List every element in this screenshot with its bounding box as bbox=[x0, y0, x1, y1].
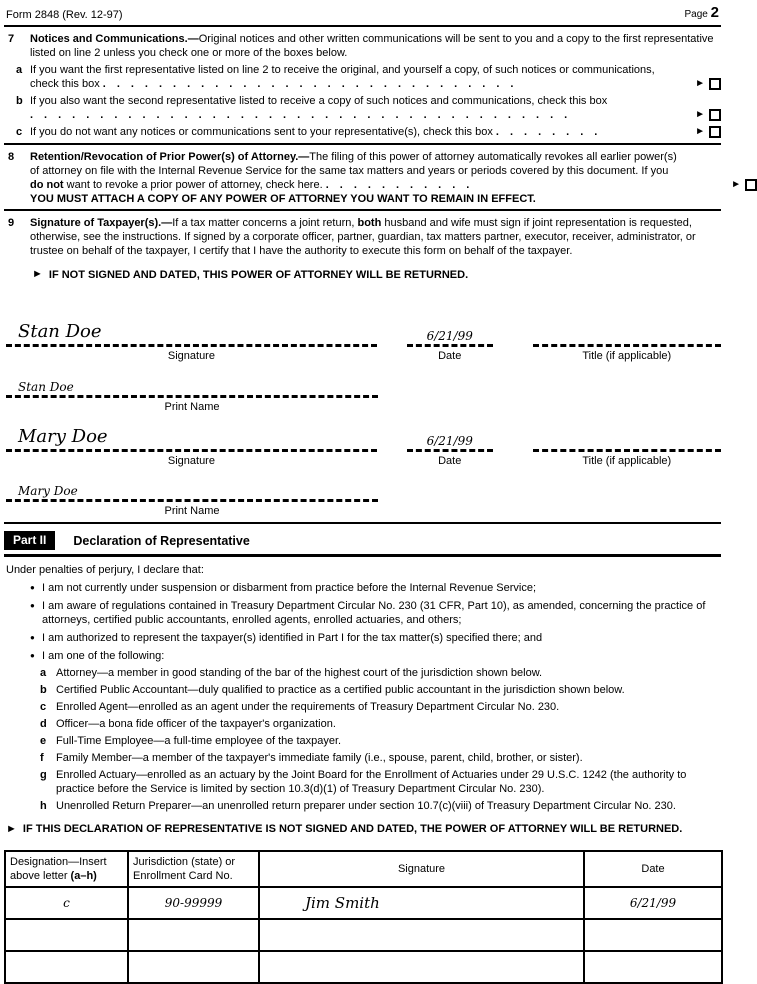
representative-table bbox=[4, 850, 723, 984]
row-2-designation-field[interactable] bbox=[5, 919, 128, 951]
designation-a bbox=[4, 666, 721, 680]
col-header-jurisdiction bbox=[128, 851, 259, 887]
page-word: Page bbox=[684, 9, 708, 20]
designation-f bbox=[4, 751, 721, 765]
date-label: Date bbox=[438, 455, 462, 467]
designation-e-text: Full-Time Employee—a full-time employee of the taxpayer. bbox=[56, 735, 342, 747]
taxpayer-1-print-name-field[interactable]: Stan Doe bbox=[6, 380, 378, 398]
section-9-text-pre: If a tax matter concerns a joint return, bbox=[172, 217, 358, 229]
table-row bbox=[5, 919, 722, 951]
section-9-body bbox=[30, 216, 721, 258]
designation-g bbox=[4, 768, 721, 796]
section-9-warning bbox=[32, 268, 721, 282]
bullet-icon: ● bbox=[30, 633, 35, 642]
designation-b-letter: b bbox=[40, 684, 47, 696]
arrow-icon: ► bbox=[695, 78, 705, 89]
designation-h-letter: h bbox=[40, 800, 47, 812]
section-8-text-pre: The filing of this power of attorney automatically revokes all earlier power(s) of attorney on file with the Internal Revenue Service for the same tax matters and years or periods covered by this document. If you bbox=[30, 151, 677, 177]
checkbox-8[interactable] bbox=[745, 179, 757, 191]
dot-leader: ........... bbox=[325, 179, 481, 191]
designation-e-letter: e bbox=[40, 735, 47, 747]
row-1-designation-field[interactable]: c bbox=[5, 887, 128, 919]
line-7a bbox=[4, 63, 721, 91]
row-3-signature-field[interactable] bbox=[259, 951, 584, 983]
checkbox-7c[interactable] bbox=[709, 126, 721, 138]
line-7c-text: If you do not want any notices or communications sent to your representative(s), check this box bbox=[30, 126, 493, 138]
header-rule bbox=[4, 25, 721, 27]
designation-d-letter: d bbox=[40, 718, 47, 730]
row-3-jurisdiction-field[interactable] bbox=[128, 951, 259, 983]
designation-c bbox=[4, 700, 721, 714]
section-7-text: Original notices and other written communications will be sent to you and a copy to the first representative listed on line 2 unless you check one or more of the boxes below. bbox=[30, 33, 714, 59]
section-8-text-post: want to revoke a prior power of attorney, check here. bbox=[63, 179, 323, 191]
declaration-bullet-2 bbox=[4, 599, 721, 627]
arrow-icon: ► bbox=[695, 126, 705, 137]
taxpayer-1-date-field[interactable]: 6/21/99 bbox=[407, 321, 493, 347]
col-header-jurisdiction-line1: Jurisdiction (state) or bbox=[133, 856, 236, 868]
date-label: Date bbox=[438, 350, 462, 362]
line-7a-text: If you want the first representative listed on line 2 to receive the original, and yourself a copy, of such notices or communications, check this box bbox=[30, 64, 655, 90]
arrow-icon: ► bbox=[6, 823, 17, 835]
designation-e bbox=[4, 734, 721, 748]
taxpayer-1-title-field[interactable] bbox=[533, 321, 721, 347]
col-header-signature: Signature bbox=[259, 851, 584, 887]
part-2-tag: Part II bbox=[4, 531, 55, 550]
table-row bbox=[5, 951, 722, 983]
row-2-signature-field[interactable] bbox=[259, 919, 584, 951]
row-2-jurisdiction-field[interactable] bbox=[128, 919, 259, 951]
bullet-icon: ● bbox=[30, 601, 35, 610]
col-header-date: Date bbox=[584, 851, 722, 887]
designation-f-letter: f bbox=[40, 752, 44, 764]
page-indicator bbox=[685, 6, 719, 22]
designation-c-text: Enrolled Agent—enrolled as an agent under the requirements of Treasury Department Circular No. 230. bbox=[56, 701, 560, 713]
section-divider bbox=[4, 209, 721, 211]
declaration-bullet-1 bbox=[4, 581, 721, 595]
part-2-warning bbox=[4, 822, 721, 836]
section-8-warning: YOU MUST ATTACH A COPY OF ANY POWER OF ATTORNEY YOU WANT TO REMAIN IN EFFECT. bbox=[30, 193, 536, 205]
print-name-label: Print Name bbox=[164, 505, 220, 517]
designation-c-letter: c bbox=[40, 701, 47, 713]
row-1-date-field[interactable]: 6/21/99 bbox=[584, 887, 722, 919]
section-9-warning-text: IF NOT SIGNED AND DATED, THIS POWER OF ATTORNEY WILL BE RETURNED. bbox=[48, 269, 469, 281]
col-header-jurisdiction-line2: Enrollment Card No. bbox=[133, 870, 233, 882]
bullet-icon: ● bbox=[30, 651, 35, 660]
designation-b bbox=[4, 683, 721, 697]
bullet-3-text: I am authorized to represent the taxpayer(s) identified in Part I for the tax matter(s) specified there; and bbox=[42, 632, 543, 644]
section-9-text-post: husband and wife must sign if joint representation is requested, otherwise, see the instructions. If signed by a corporate officer, partner, guardian, tax matters partner, executor, receiver, administrator, or trustee on behalf of the taxpayer, I certify that I have the authority to execute this form on behalf of the taxpayer. bbox=[30, 217, 696, 257]
form-id: Form 2848 (Rev. 12-97) bbox=[6, 9, 123, 21]
section-7 bbox=[4, 32, 721, 60]
title-label: Title (if applicable) bbox=[582, 350, 672, 362]
dot-leader: ........ bbox=[495, 126, 609, 138]
designation-h-text: Unenrolled Return Preparer—an unenrolled return preparer under section 10.7(c)(viii) of Treasury Department Circular No. 230. bbox=[56, 800, 676, 812]
declaration-bullet-3 bbox=[4, 631, 721, 645]
designation-f-text: Family Member—a member of the taxpayer's immediate family (i.e., spouse, parent, child, brother, or sister). bbox=[56, 752, 583, 764]
designation-a-text: Attorney—a member in good standing of the bar of the highest court of the jurisdiction shown below. bbox=[56, 667, 543, 679]
checkbox-7a[interactable] bbox=[709, 78, 721, 90]
taxpayer-1-signature-block bbox=[4, 321, 721, 414]
designation-h bbox=[4, 799, 721, 813]
dot-leader: .............................. bbox=[102, 78, 525, 90]
taxpayer-2-title-field[interactable] bbox=[533, 426, 721, 452]
section-7-title: Notices and Communications.— bbox=[30, 33, 199, 45]
line-7a-body bbox=[30, 63, 721, 91]
designation-g-letter: g bbox=[40, 769, 47, 781]
table-header-row bbox=[5, 851, 722, 887]
signature-label: Signature bbox=[167, 455, 215, 467]
line-7b bbox=[4, 94, 721, 122]
print-name-label: Print Name bbox=[164, 401, 220, 413]
section-9-text-bold: both bbox=[357, 217, 382, 229]
section-9-title: Signature of Taxpayer(s).— bbox=[30, 217, 173, 229]
arrow-icon: ► bbox=[695, 109, 705, 120]
bullet-icon: ● bbox=[30, 583, 35, 592]
designation-d-text: Officer—a bona fide officer of the taxpayer's organization. bbox=[56, 718, 336, 730]
table-row bbox=[5, 887, 722, 919]
row-2-date-field[interactable] bbox=[584, 919, 722, 951]
row-3-designation-field[interactable] bbox=[5, 951, 128, 983]
line-7b-body bbox=[30, 94, 721, 122]
col-header-designation bbox=[5, 851, 128, 887]
line-7a-letter: a bbox=[16, 64, 23, 76]
declaration-intro: Under penalties of perjury, I declare that: bbox=[6, 564, 204, 576]
col-header-designation-line1: Designation—Insert bbox=[10, 856, 107, 868]
section-8-text-bold: do not bbox=[30, 179, 64, 191]
bullet-4-text: I am one of the following: bbox=[42, 650, 165, 662]
section-divider bbox=[4, 143, 721, 145]
row-1-signature-field[interactable]: Jim Smith bbox=[259, 887, 584, 919]
bullet-1-text: I am not currently under suspension or disbarment from practice before the Internal Revenue Service; bbox=[42, 582, 537, 594]
part-2-heading: Declaration of Representative bbox=[73, 533, 250, 548]
col-header-designation-line2: above letter bbox=[10, 870, 71, 882]
taxpayer-2-print-name-field[interactable]: Mary Doe bbox=[6, 484, 378, 502]
part-2-warning-text: IF THIS DECLARATION OF REPRESENTATIVE IS NOT SIGNED AND DATED, THE POWER OF ATTORNEY WILL BE RETURNED. bbox=[22, 823, 683, 835]
section-8-number: 8 bbox=[8, 151, 15, 163]
checkbox-7b[interactable] bbox=[709, 109, 721, 121]
designation-g-text: Enrolled Actuary—enrolled as an actuary by the Joint Board for the Enrollment of Actuaries under 29 U.S.C. 1242 (the authority to practice before the Service is limited by section 10.3(d)(1) of Treasury Department Circular No. 230). bbox=[56, 769, 687, 795]
line-7c-check bbox=[695, 126, 721, 138]
line-7c-body bbox=[30, 125, 721, 139]
taxpayer-1-signature-field[interactable]: Stan Doe bbox=[6, 321, 377, 347]
bullet-2-text: I am aware of regulations contained in Treasury Department Circular No. 230 (31 CFR, Part 10), as amended, concerning the practice of attorneys, certified public accountants, enrolled agents, enrolled actuaries, and others; bbox=[42, 600, 706, 626]
section-9 bbox=[4, 216, 721, 258]
taxpayer-2-signature-field[interactable]: Mary Doe bbox=[6, 426, 377, 452]
part-divider bbox=[4, 522, 721, 524]
arrow-icon: ► bbox=[731, 179, 741, 190]
dot-leader: ....................................... bbox=[30, 109, 579, 121]
taxpayer-2-signature-block bbox=[4, 426, 721, 518]
line-7c-letter: c bbox=[16, 126, 23, 138]
declaration-bullet-4 bbox=[4, 649, 721, 663]
col-header-designation-range: (a–h) bbox=[70, 870, 97, 882]
taxpayer-2-date-field[interactable]: 6/21/99 bbox=[407, 426, 493, 452]
line-8-check bbox=[731, 179, 757, 191]
row-1-jurisdiction-field[interactable]: 90-99999 bbox=[128, 887, 259, 919]
part-2-header bbox=[4, 528, 721, 557]
page-number: 2 bbox=[710, 4, 719, 21]
line-7b-letter: b bbox=[16, 95, 23, 107]
row-3-date-field[interactable] bbox=[584, 951, 722, 983]
arrow-icon: ► bbox=[32, 268, 43, 280]
line-7c bbox=[4, 125, 721, 139]
section-8-paragraph bbox=[30, 150, 741, 192]
signature-label: Signature bbox=[167, 350, 215, 362]
section-9-number: 9 bbox=[8, 217, 15, 229]
designation-a-letter: a bbox=[40, 667, 47, 679]
section-7-body bbox=[30, 32, 721, 60]
section-8 bbox=[4, 150, 741, 209]
section-7-number: 7 bbox=[8, 33, 15, 45]
title-label: Title (if applicable) bbox=[582, 455, 672, 467]
designation-b-text: Certified Public Accountant—duly qualified to practice as a certified public accountant in the jurisdiction shown below. bbox=[56, 684, 625, 696]
designation-d bbox=[4, 717, 721, 731]
line-7b-text: If you also want the second representative listed to receive a copy of such notices and communications, check this box bbox=[30, 95, 608, 107]
line-7b-check bbox=[695, 109, 721, 121]
section-8-body bbox=[30, 150, 741, 209]
line-7a-check bbox=[695, 78, 721, 90]
section-8-title: Retention/Revocation of Prior Power(s) of Attorney.— bbox=[30, 151, 310, 163]
page-header bbox=[4, 4, 721, 25]
